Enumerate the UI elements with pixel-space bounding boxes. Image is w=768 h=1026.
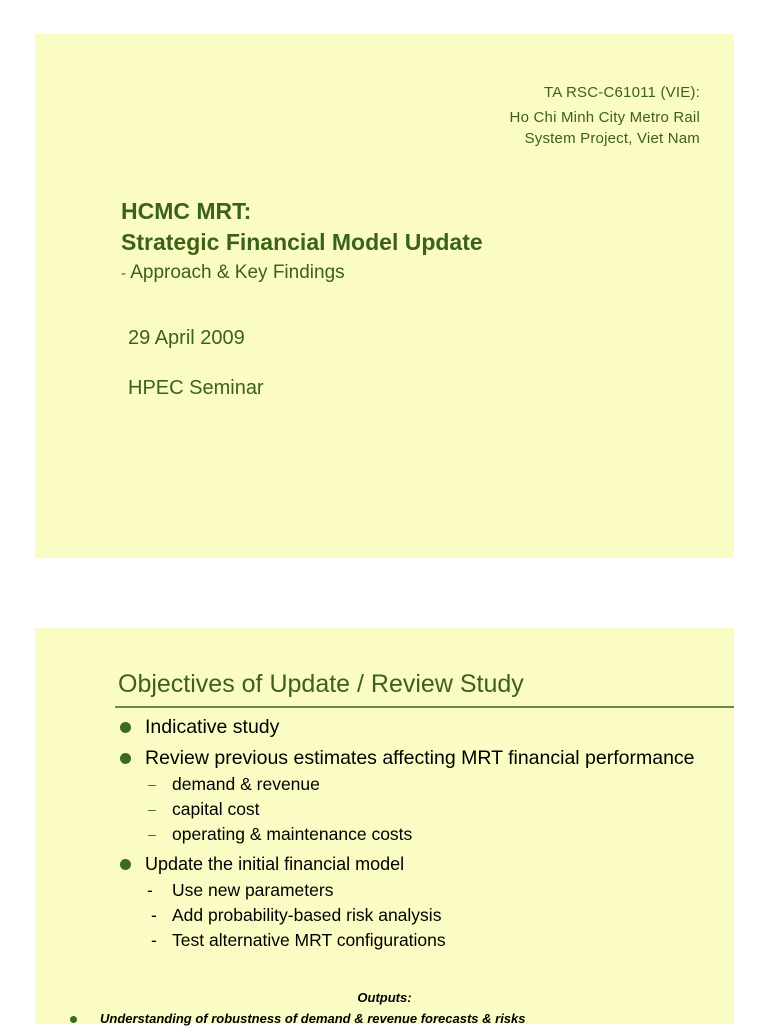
sub-item-text: operating & maintenance costs bbox=[172, 824, 413, 844]
title-line-1: HCMC MRT: bbox=[121, 198, 252, 224]
bullet-text: Update the initial financial model bbox=[145, 854, 405, 874]
list-item bbox=[118, 745, 718, 772]
output-text: Understanding of robustness of demand & revenue forecasts & risks bbox=[100, 1011, 526, 1026]
objectives-slide bbox=[35, 628, 734, 1024]
sub-list-item bbox=[118, 797, 718, 822]
objectives-list bbox=[118, 714, 718, 953]
list-item bbox=[118, 714, 718, 741]
bullet-icon bbox=[120, 859, 131, 870]
sub-item-text: Test alternative MRT configurations bbox=[172, 930, 446, 950]
outputs-label: Outputs: bbox=[357, 990, 412, 1005]
heading-divider bbox=[115, 706, 734, 708]
title-slide bbox=[35, 34, 734, 558]
dash-icon: - bbox=[147, 880, 153, 900]
dash-icon: - bbox=[151, 905, 157, 925]
slide-title bbox=[121, 196, 483, 258]
bullet-icon bbox=[120, 753, 131, 764]
sub-item-text: demand & revenue bbox=[172, 774, 320, 794]
sub-item-text: Use new parameters bbox=[172, 880, 334, 900]
subtitle-dash: - bbox=[121, 265, 126, 282]
sub-list-item bbox=[118, 772, 718, 797]
sub-list-item bbox=[118, 822, 718, 847]
title-line-2: Strategic Financial Model Update bbox=[121, 229, 483, 255]
bullet-text: Indicative study bbox=[145, 716, 280, 738]
project-line-2: System Project, Viet Nam bbox=[524, 130, 700, 147]
subtitle-text: Approach & Key Findings bbox=[130, 262, 345, 283]
dash-icon: – bbox=[148, 826, 156, 842]
sub-item-text: capital cost bbox=[172, 799, 260, 819]
project-line-1: Ho Chi Minh City Metro Rail bbox=[509, 109, 700, 126]
bullet-text: Review previous estimates affecting MRT financial performance bbox=[145, 747, 695, 769]
dash-icon: - bbox=[151, 930, 157, 950]
presentation-date: 29 April 2009 bbox=[128, 327, 245, 349]
sub-list-item bbox=[118, 878, 718, 903]
sub-list-item bbox=[118, 903, 718, 928]
project-reference bbox=[510, 82, 700, 149]
sub-list-item bbox=[118, 928, 718, 953]
list-item bbox=[118, 851, 718, 878]
slide-heading: Objectives of Update / Review Study bbox=[118, 670, 524, 698]
slide-subtitle bbox=[121, 262, 345, 284]
ta-code: TA RSC-C61011 (VIE): bbox=[544, 84, 700, 101]
bullet-icon bbox=[120, 722, 131, 733]
bullet-icon bbox=[70, 1016, 77, 1023]
sub-item-text: Add probability-based risk analysis bbox=[172, 905, 442, 925]
event-name: HPEC Seminar bbox=[128, 377, 264, 399]
dash-icon: – bbox=[148, 776, 156, 792]
dash-icon: – bbox=[148, 801, 156, 817]
